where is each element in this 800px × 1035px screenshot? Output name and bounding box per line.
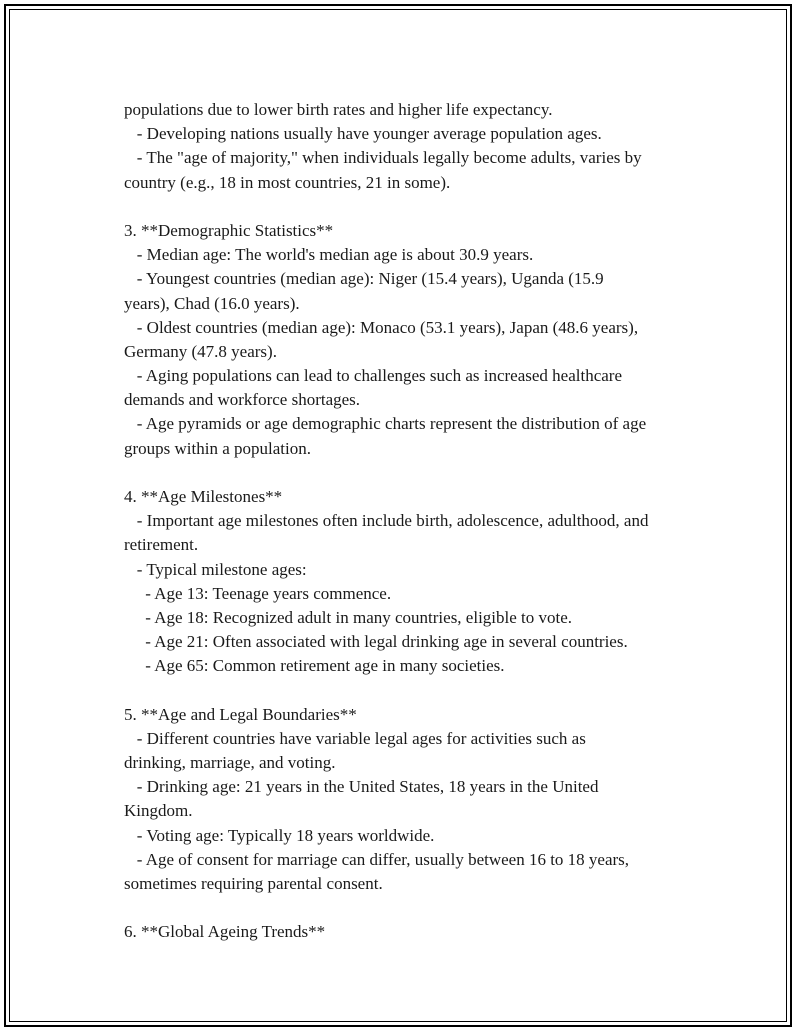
- text-line: 3. **Demographic Statistics**: [124, 220, 334, 240]
- text-line: Germany (47.8 years).: [124, 341, 277, 361]
- text-line: - Voting age: Typically 18 years worldwide.: [124, 825, 435, 845]
- text-line: demands and workforce shortages.: [124, 390, 361, 410]
- text-line: - The "age of majority," when individuals legally become adults, varies by: [124, 148, 642, 168]
- text-line: - Different countries have variable legal ages for activities such as: [124, 728, 586, 748]
- text-line: sometimes requiring parental consent.: [124, 874, 383, 893]
- text-line: - Median age: The world's median age is about 30.9 years.: [124, 245, 534, 265]
- text-line: groups within a population.: [124, 438, 311, 458]
- blank-line: [124, 896, 704, 920]
- text-line: drinking, marriage, and voting.: [124, 753, 336, 773]
- text-line: 6. **Global Ageing Trends**: [124, 922, 326, 942]
- blank-line: [124, 461, 704, 485]
- text-line: - Important age milestones often include birth, adolescence, adulthood, and: [124, 511, 649, 531]
- text-line: - Age 21: Often associated with legal drinking age in several countries.: [124, 632, 628, 652]
- text-line: retirement.: [124, 535, 199, 555]
- text-line: populations due to lower birth rates and higher life expectancy.: [124, 100, 553, 119]
- text-line: country (e.g., 18 in most countries, 21 in some).: [124, 172, 451, 192]
- text-line: - Age 65: Common retirement age in many societies.: [124, 656, 505, 676]
- text-line: - Typical milestone ages:: [124, 559, 307, 579]
- text-line: - Age 18: Recognized adult in many countries, eligible to vote.: [124, 607, 573, 627]
- text-line: - Age 13: Teenage years commence.: [124, 583, 392, 603]
- blank-line: [124, 195, 704, 219]
- text-line: years), Chad (16.0 years).: [124, 293, 300, 313]
- text-line: - Youngest countries (median age): Niger (15.4 years), Uganda (15.9: [124, 269, 604, 289]
- text-line: 4. **Age Milestones**: [124, 487, 283, 506]
- text-line: - Aging populations can lead to challenges such as increased healthcare: [124, 366, 623, 386]
- text-line: - Age pyramids or age demographic charts represent the distribution of age: [124, 414, 647, 434]
- text-line: 5. **Age and Legal Boundaries**: [124, 704, 357, 724]
- text-line: Kingdom.: [124, 801, 193, 821]
- document-body: [124, 98, 704, 945]
- text-line: - Developing nations usually have younger average population ages.: [124, 124, 602, 144]
- blank-line: [124, 679, 704, 703]
- text-line: - Drinking age: 21 years in the United States, 18 years in the United: [124, 777, 599, 797]
- document-page: [4, 4, 792, 1027]
- text-line: - Age of consent for marriage can differ, usually between 16 to 18 years,: [124, 849, 630, 869]
- text-line: - Oldest countries (median age): Monaco (53.1 years), Japan (48.6 years),: [124, 317, 639, 337]
